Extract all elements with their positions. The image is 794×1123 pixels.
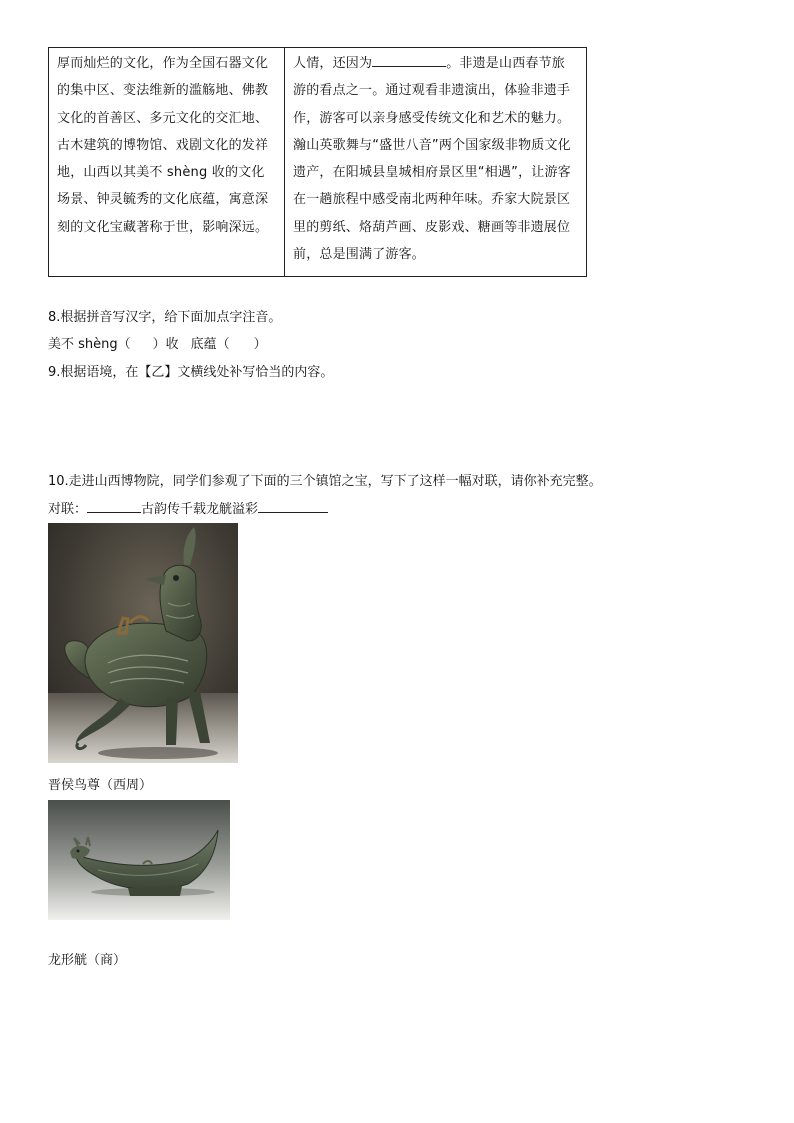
passage-left-cell: 厚而灿烂的文化，作为全国石器文化的集中区、变法维新的滥觞地、佛教文化的首善区、多元文化的交汇地、古木建筑的博物馆、戏剧文化的发祥地，山西以其美不 shèng 收的文化场景、钟灵毓秀的文化底蕴，寓意深刻的文化宝藏著称于世，影响深远。 [49,48,285,277]
dragon-gong-caption: 龙形觥（商） [48,953,127,968]
passage-right-post: 。非遗是山西春节旅游的看点之一。通过观看非遗演出，体验非遗手作，游客可以亲身感受传统文化和艺术的魅力。瀚山英歌舞与“盛世八音”两个国家级非物质文化遗产，在阳城县皇城相府景区里“相遇”，让游客在一趟旅程中感受南北两种年味。乔家大院景区里的剪纸、烙葫芦画、皮影戏、糖画等非遗展位前，总是围满了游客。 [293,56,571,263]
question-10-title: 10.走进山西博物院，同学们参观了下面的三个镇馆之宝，写下了这样一幅对联，请你补充完整。 [48,474,602,489]
passage-table [48,47,587,277]
q8-part4: ） [253,337,267,352]
q8-part2: ）收 [152,337,179,352]
q8-part1: 美不 shèng（ [48,337,131,352]
bird-zun-photo [48,523,238,763]
couplet-label: 对联： [48,502,88,517]
question-8-items [48,333,267,352]
couplet-blank-1[interactable] [87,497,141,513]
q8-part3: 底蕴（ [190,337,230,352]
bird-zun-image [48,523,238,763]
passage-right-pre: 人情，还因为 [293,56,373,71]
passage-right-cell [285,48,587,277]
couplet-line [48,497,328,517]
dragon-gong-image [48,800,230,920]
dragon-gong-photo [48,800,230,920]
bird-zun-caption: 晋侯鸟尊（西周） [48,778,153,793]
question-9-title: 9.根据语境，在【乙】文横线处补写恰当的内容。 [48,365,334,380]
couplet-blank-2[interactable] [258,497,328,513]
fill-blank-yi[interactable] [372,51,446,67]
question-8-title: 8.根据拼音写汉字，给下面加点字注音。 [48,310,282,325]
couplet-middle: 古韵传千载龙觥溢彩 [141,502,259,517]
